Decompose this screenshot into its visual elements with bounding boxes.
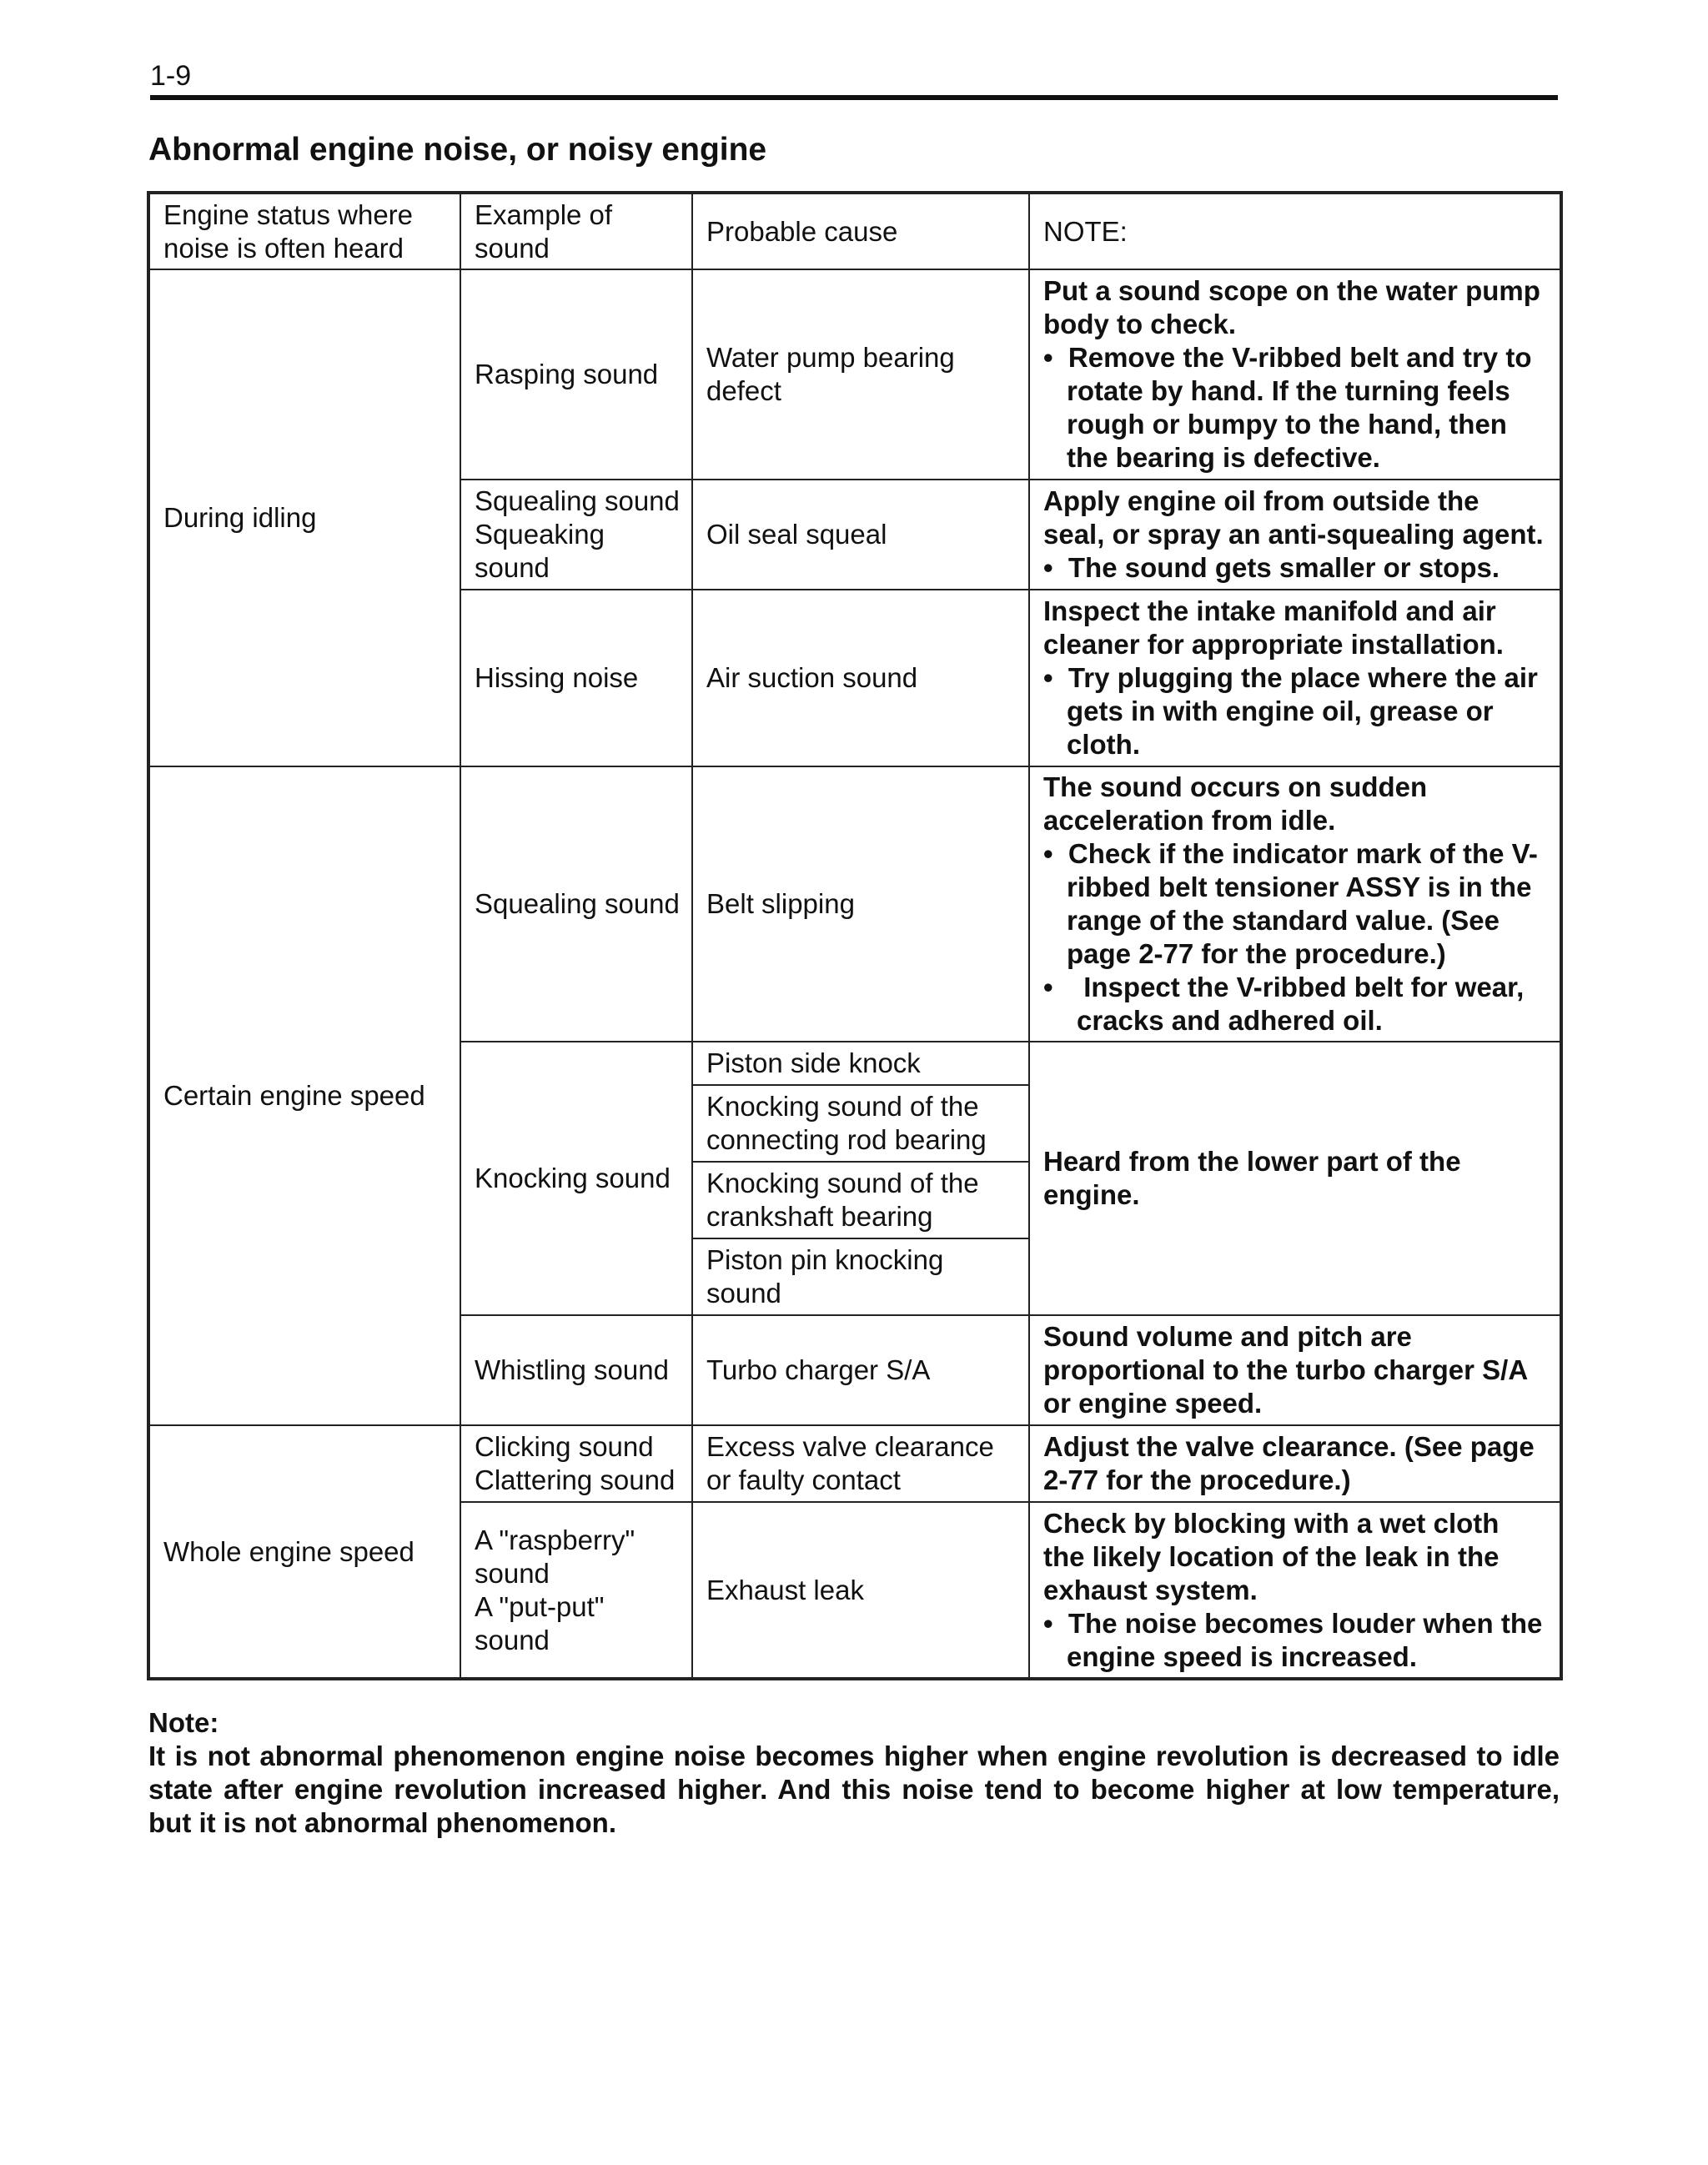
note-text: Apply engine oil from outside the seal, or spray an anti-squealing agent. [1043,485,1544,550]
status-cell: During idling [148,269,460,766]
table-row [148,269,1561,480]
cause-cell: Belt slipping [692,766,1029,1042]
header-engine-status: Engine status where noise is often heard [148,193,460,269]
cause-cell: Exhaust leak [692,1502,1029,1679]
cause-cell: Piston pin knocking sound [692,1238,1029,1315]
cause-cell: Water pump bearing defect [692,269,1029,480]
cause-cell: Knocking sound of the crankshaft bearing [692,1162,1029,1238]
header-example-of-sound: Example of sound [460,193,692,269]
footnote [148,1706,1560,1840]
example-text: Whistling sound [475,1354,669,1385]
example-text: Rasping sound [475,359,659,389]
note-bullet: • Inspect the V-ribbed belt for wear, cracks and adhered oil. [1043,972,1525,1036]
status-cell: Certain engine speed [148,766,460,1425]
example-text: Squealing sound [475,888,680,919]
example-text: Squeaking sound [475,519,605,583]
cause-cell: Piston side knock [692,1042,1029,1085]
cause-cell: Turbo charger S/A [692,1315,1029,1425]
example-cell [460,590,692,766]
note-text: Inspect the intake manifold and air cleaner for appropriate installation. [1043,595,1504,660]
note-bullet: • Remove the V-ribbed belt and try to rotate by hand. If the turning feels rough or bumpy to the hand, then the bearing is defective. [1043,342,1532,473]
note-text: Sound volume and pitch are proportional to the turbo charger S/A or engine speed. [1043,1321,1527,1419]
example-text: A "raspberry" sound [475,1524,635,1589]
cause-cell: Excess valve clearance or faulty contact [692,1425,1029,1502]
example-text: A "put-put" sound [475,1590,605,1655]
note-cell [1029,590,1561,766]
note-cell [1029,766,1561,1042]
troubleshooting-table [147,191,1563,1680]
note-text: Check by blocking with a wet cloth the likely location of the leak in the exhaust system. [1043,1507,1500,1605]
footnote-heading: Note: [148,1707,219,1738]
header-note: NOTE: [1029,193,1561,269]
note-cell [1029,1315,1561,1425]
table-header-row [148,193,1561,269]
note-bullet: • The noise becomes louder when the engine speed is increased. [1043,1607,1543,1672]
example-cell [460,480,692,590]
cause-cell: Oil seal squeal [692,480,1029,590]
note-bullet: • Check if the indicator mark of the V-ribbed belt tensioner ASSY is in the range of the standard value. (See page 2-77 for the procedure.) [1043,838,1538,969]
note-cell [1029,1042,1561,1315]
note-text: The sound occurs on sudden acceleration from idle. [1043,771,1428,836]
page-number: 1-9 [150,60,192,92]
table-row [148,766,1561,1042]
cause-cell: Knocking sound of the connecting rod bearing [692,1085,1029,1162]
example-text: Squealing sound [475,485,680,516]
example-cell [460,1502,692,1679]
table-row [148,1425,1561,1502]
example-text: Clicking sound [475,1431,654,1462]
example-cell [460,1315,692,1425]
status-cell: Whole engine speed [148,1425,460,1679]
example-cell [460,766,692,1042]
example-text: Hissing noise [475,662,639,693]
note-text: Heard from the lower part of the engine. [1043,1146,1461,1210]
example-cell [460,1042,692,1315]
note-text: Adjust the valve clearance. (See page 2-77 for the procedure.) [1043,1431,1535,1495]
header-rule [150,95,1558,100]
example-text: Clattering sound [475,1464,676,1495]
page-title: Abnormal engine noise, or noisy engine [148,132,767,168]
note-bullet: • Try plugging the place where the air gets in with engine oil, grease or cloth. [1043,662,1538,760]
note-bullet: • The sound gets smaller or stops. [1043,552,1500,583]
note-cell [1029,269,1561,480]
cause-cell: Air suction sound [692,590,1029,766]
example-text: Knocking sound [475,1163,671,1193]
note-cell [1029,1502,1561,1679]
example-cell [460,1425,692,1502]
header-probable-cause: Probable cause [692,193,1029,269]
note-text: Put a sound scope on the water pump body to check. [1043,275,1540,339]
footnote-text: It is not abnormal phenomenon engine noise becomes higher when engine revolution is decreased to idle state after engine revolution increased higher. And this noise tend to become higher at low temperature, but it is not abnormal phenomenon. [148,1741,1560,1838]
example-cell [460,269,692,480]
note-cell [1029,480,1561,590]
note-cell [1029,1425,1561,1502]
